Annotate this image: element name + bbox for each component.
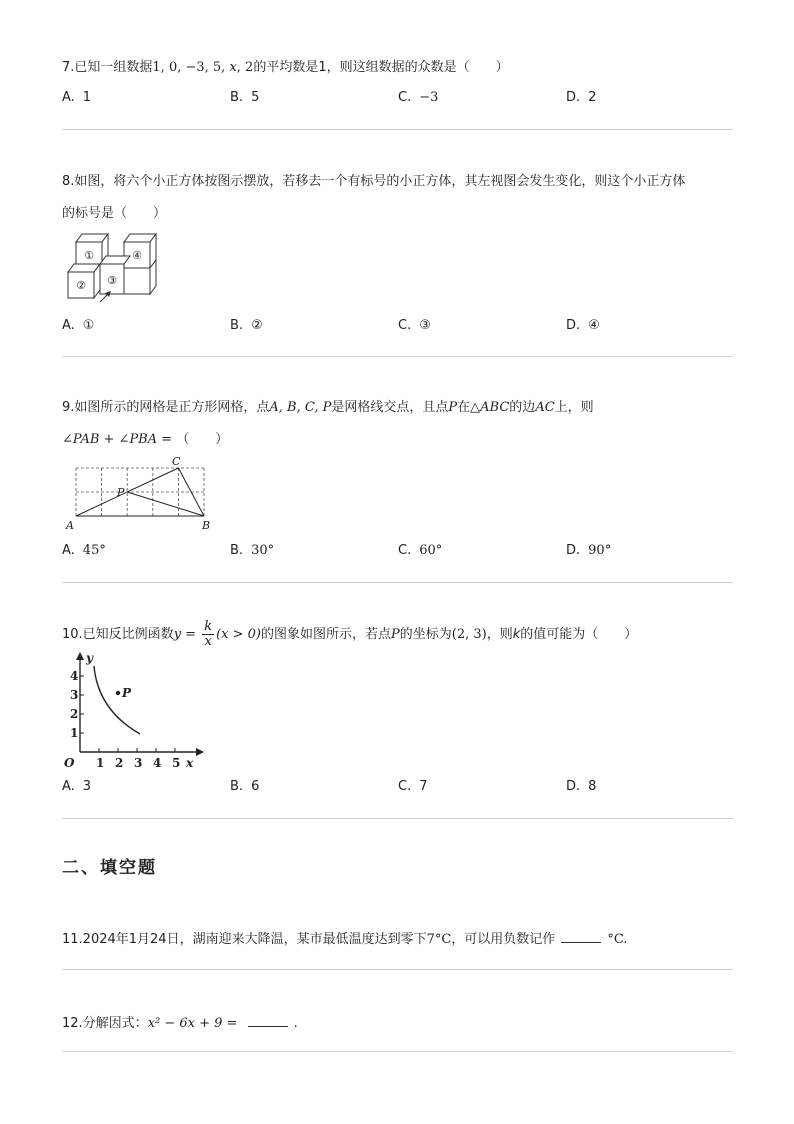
- q9-option-a[interactable]: A. 45°: [62, 543, 106, 558]
- label-b: B: [202, 519, 211, 532]
- y-tick-4: 4: [70, 669, 79, 683]
- q7-option-d[interactable]: D. 2: [566, 90, 597, 105]
- q12-answer-blank[interactable]: [248, 1014, 288, 1027]
- x-tick-2: 2: [115, 756, 124, 770]
- q11-stem: 11.2024年1月24日，湖南迎来大降温，某市最低温度达到零下7°C，可以用负数记作 °C.: [62, 932, 628, 947]
- q7-text: 7.已知一组数据: [62, 60, 153, 75]
- divider: [62, 969, 733, 970]
- q11-answer-blank[interactable]: [561, 930, 601, 943]
- y-axis-label: y: [86, 651, 93, 665]
- q7-text-suffix: 的平均数是1，则这组数据的众数是（ ）: [253, 60, 509, 75]
- divider: [62, 356, 733, 357]
- q8-option-a[interactable]: A. ①: [62, 318, 95, 333]
- q10-fraction: $\frac{k}{x}$: [204, 619, 213, 649]
- q7-var-x: x: [229, 60, 237, 75]
- q7-data: 1, 0, −3, 5,: [152, 60, 230, 75]
- x-tick-3: 3: [134, 756, 143, 770]
- q7-option-c[interactable]: C. −3: [398, 90, 439, 105]
- label-a: A: [66, 519, 74, 532]
- q8-option-c[interactable]: C. ③: [398, 318, 431, 333]
- point-p: [116, 691, 120, 695]
- q9-grid-figure: [64, 456, 216, 534]
- q10-option-b[interactable]: B. 6: [230, 779, 260, 794]
- divider: [62, 1051, 733, 1052]
- origin-label: O: [64, 756, 75, 770]
- q7-options: [62, 90, 742, 108]
- y-tick-1: 1: [70, 726, 79, 740]
- q10-options: [62, 779, 742, 797]
- y-tick-3: 3: [70, 688, 79, 702]
- divider: [62, 129, 733, 130]
- label-p: P: [117, 486, 125, 499]
- divider: [62, 818, 733, 819]
- q8-stem-line1: 8.如图，将六个小正方体按图示摆放，若移去一个有标号的小正方体，其左视图会发生变化，则这个小正方体: [62, 174, 686, 189]
- x-axis-label: x: [186, 756, 194, 770]
- q9-stem-line2: ∠PAB + ∠PBA = （ ）: [62, 432, 229, 447]
- q10-option-d[interactable]: D. 8: [566, 779, 597, 794]
- q9-option-c[interactable]: C. 60°: [398, 543, 443, 558]
- q9-option-b[interactable]: B. 30°: [230, 543, 275, 558]
- cube-label-1: ①: [84, 249, 94, 262]
- q8-stem-line2: 的标号是（ ）: [62, 206, 167, 221]
- q8-option-b[interactable]: B. ②: [230, 318, 263, 333]
- x-tick-1: 1: [96, 756, 105, 770]
- q12-stem: 12.分解因式：x² − 6x + 9 = .: [62, 1016, 298, 1031]
- q7-option-a[interactable]: A. 1: [62, 90, 92, 105]
- q8-option-d[interactable]: D. ④: [566, 318, 600, 333]
- q10-stem: 10.已知反比例函数y = $\frac{k}{x}$ (x > 0)的图象如图所示，若点P的坐标为(2, 3)，则k的值可能为（ ）: [62, 619, 638, 649]
- q7-stem: [62, 60, 509, 76]
- section-title: 二、填空题: [62, 858, 157, 878]
- label-c: C: [172, 456, 181, 468]
- q9-stem-line1: 9.如图所示的网格是正方形网格，点A, B, C, P是网格线交点，且点P在△ABC的边AC上，则: [62, 400, 594, 415]
- cube-label-4: ④: [132, 249, 142, 262]
- q7-data-end: , 2: [236, 60, 254, 75]
- divider: [62, 582, 733, 583]
- cube-label-2: ②: [76, 279, 86, 292]
- q7-option-b[interactable]: B. 5: [230, 90, 260, 105]
- q8-cube-figure: [62, 228, 162, 302]
- q10-option-c[interactable]: C. 7: [398, 779, 428, 794]
- point-p-label: P: [122, 686, 132, 700]
- hyperbola-curve: [94, 666, 140, 734]
- x-tick-5: 5: [172, 756, 181, 770]
- q9-option-d[interactable]: D. 90°: [566, 543, 612, 558]
- q8-options: [62, 318, 742, 336]
- q9-options: [62, 543, 742, 561]
- cube-label-3: ③: [107, 274, 117, 287]
- q10-option-a[interactable]: A. 3: [62, 779, 92, 794]
- q10-graph: [62, 648, 208, 772]
- y-tick-2: 2: [70, 707, 79, 721]
- x-tick-4: 4: [153, 756, 162, 770]
